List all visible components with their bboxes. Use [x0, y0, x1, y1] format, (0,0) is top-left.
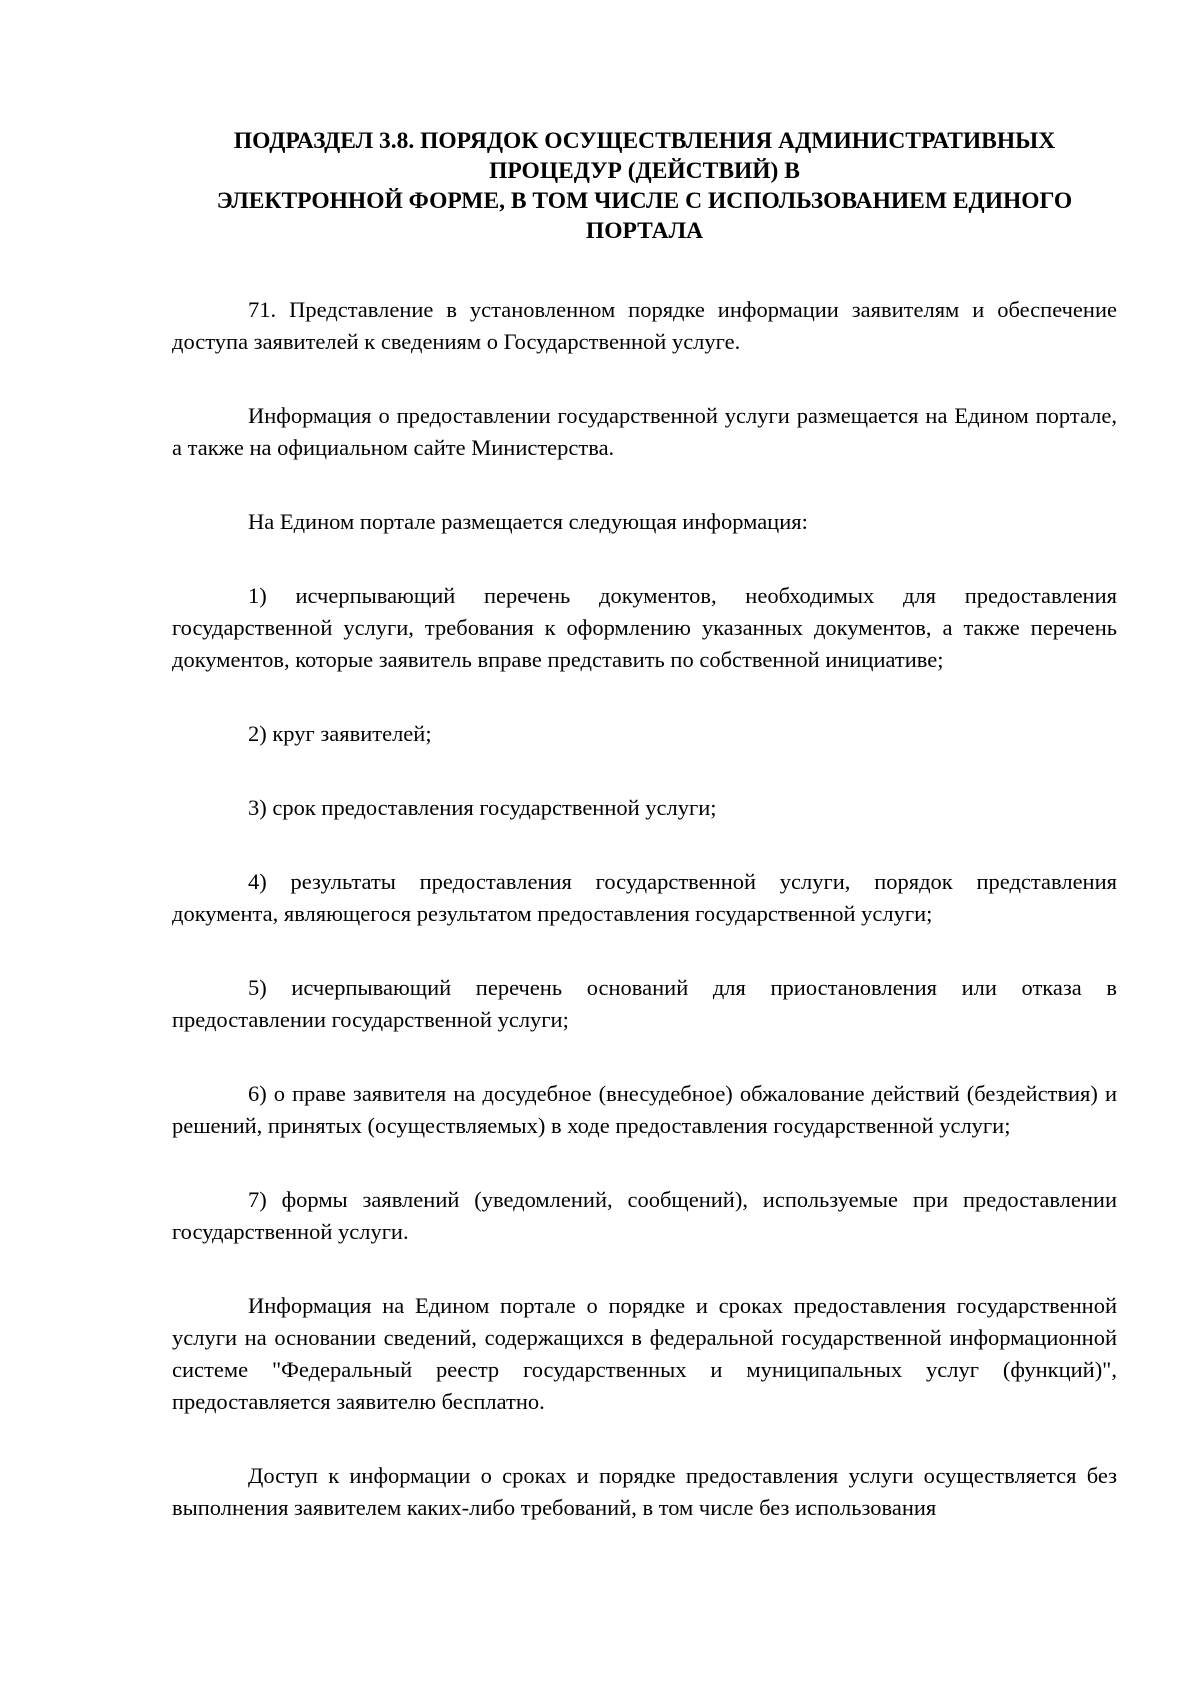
- list-item-3: 3) срок предоставления государственной услуги;: [248, 795, 717, 820]
- paragraph-access: Доступ к информации о сроках и порядке предоставления услуги осуществляется без выполнения заявителем каких-либо требований, в том числе без использования: [172, 1463, 1117, 1520]
- list-item-7: 7) формы заявлений (уведомлений, сообщений), используемые при предоставлении государственной услуги.: [172, 1187, 1117, 1244]
- paragraph-71: 71. Представление в установленном порядке информации заявителям и обеспечение доступа заявителей к сведениям о Государственной услуге.: [172, 297, 1117, 354]
- document-page: [172, 126, 1117, 1524]
- list-item-2: 2) круг заявителей;: [248, 721, 432, 746]
- list-item-1: 1) исчерпывающий перечень документов, необходимых для предоставления государственной услуги, требования к оформлению указанных документов, а также перечень документов, которые заявитель вправе представить по собственной инициативе;: [172, 583, 1117, 672]
- list-item-5: 5) исчерпывающий перечень оснований для приостановления или отказа в предоставлении государственной услуги;: [172, 975, 1117, 1032]
- paragraph-free-info: Информация на Едином портале о порядке и сроках предоставления государственной услуги на основании сведений, содержащихся в федеральной государственной информационной системе "Федеральный реестр государственных и муниципальных услуг (функций)", предоставляется заявителю бесплатно.: [172, 1293, 1117, 1414]
- heading-line-4: ПОРТАЛА: [585, 218, 704, 244]
- heading-line-3: ЭЛЕКТРОННОЙ ФОРМЕ, В ТОМ ЧИСЛЕ С ИСПОЛЬЗОВАНИЕМ ЕДИНОГО: [216, 188, 1073, 214]
- section-heading: [172, 126, 1117, 246]
- list-item-6: 6) о праве заявителя на досудебное (внесудебное) обжалование действий (бездействия) и решений, принятых (осуществляемых) в ходе предоставления государственной услуги;: [172, 1081, 1117, 1138]
- list-item-4: 4) результаты предоставления государственной услуги, порядок представления документа, являющегося результатом предоставления государственной услуги;: [172, 869, 1117, 926]
- paragraph-list-intro: На Едином портале размещается следующая информация:: [248, 509, 808, 534]
- heading-line-1: ПОДРАЗДЕЛ 3.8. ПОРЯДОК ОСУЩЕСТВЛЕНИЯ АДМИНИСТРАТИВНЫХ: [233, 128, 1056, 154]
- paragraph-info-placement: Информация о предоставлении государственной услуги размещается на Едином портале, а также на официальном сайте Министерства.: [172, 403, 1117, 460]
- heading-line-2: ПРОЦЕДУР (ДЕЙСТВИЙ) В: [489, 158, 800, 184]
